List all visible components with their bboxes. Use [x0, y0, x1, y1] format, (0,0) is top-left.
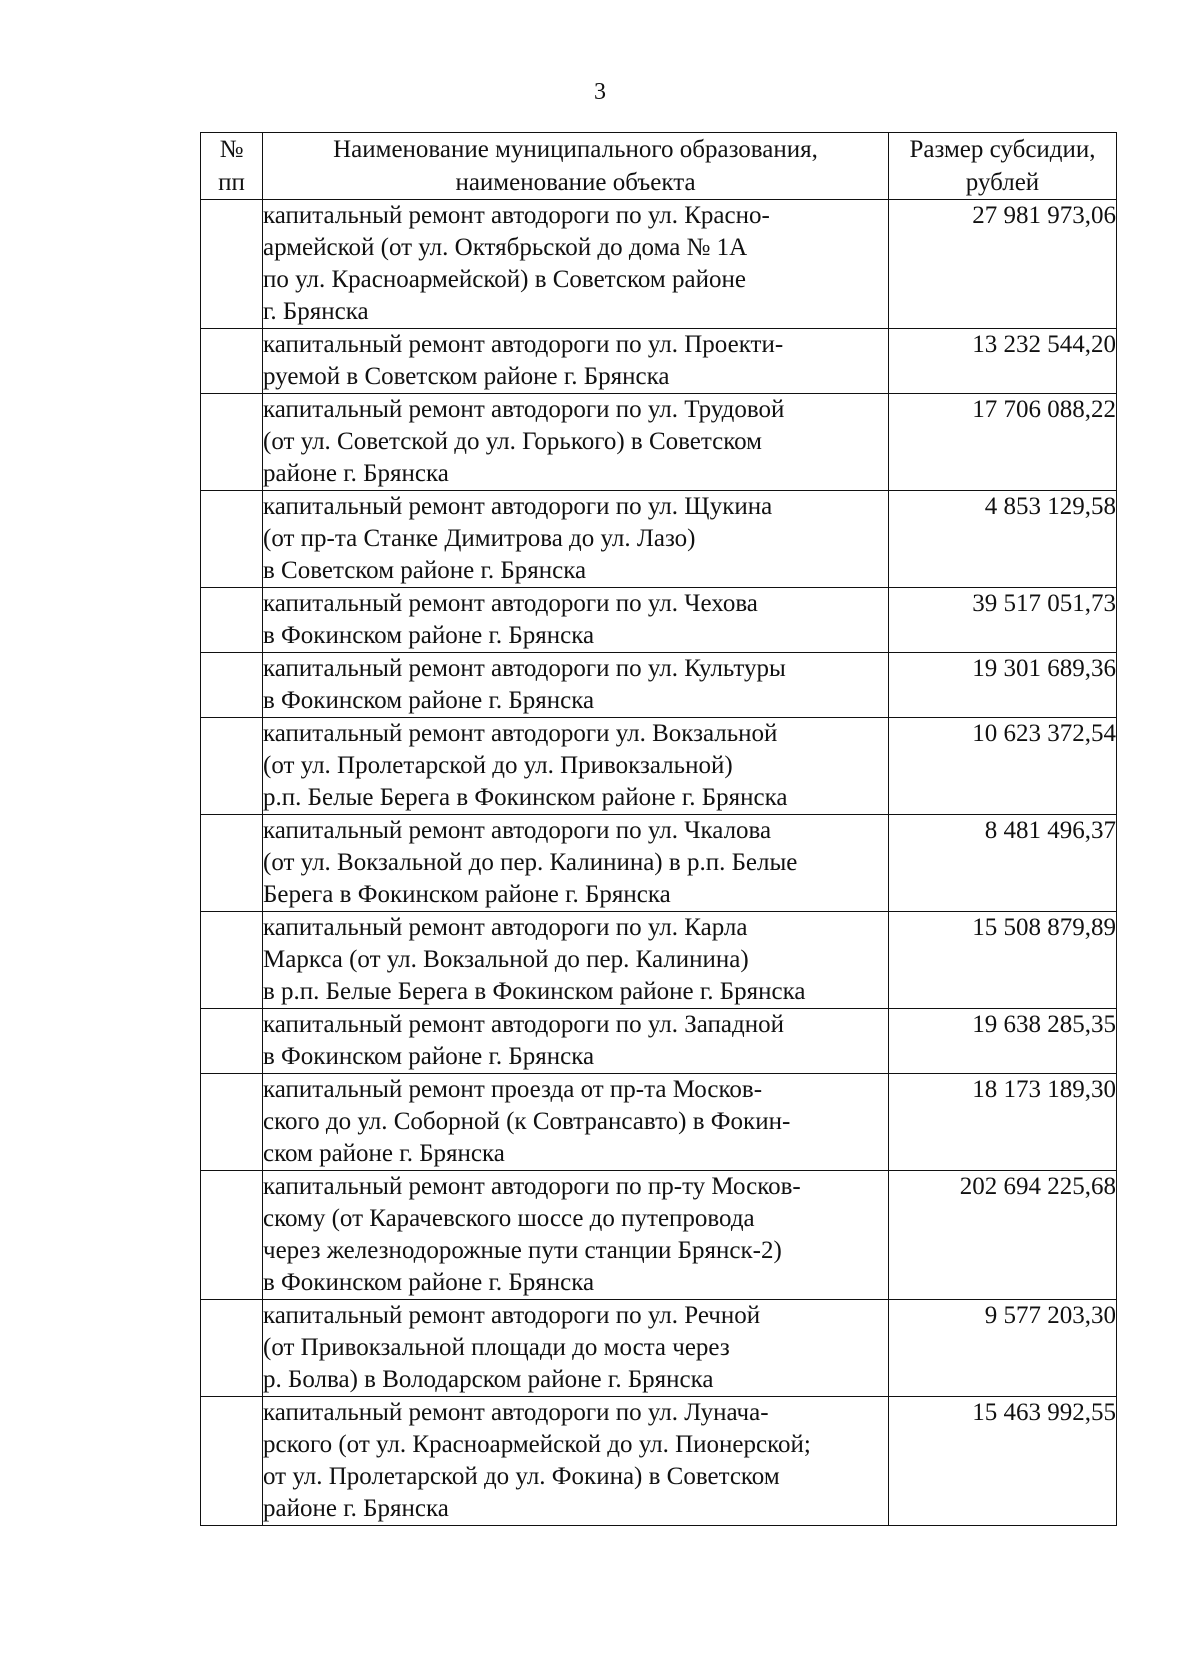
object-name-line: капитальный ремонт автодороги по ул. Лунача-	[263, 1399, 769, 1426]
object-name-line: капитальный ремонт проезда от пр-та Москов-	[263, 1076, 763, 1103]
row-number-cell	[201, 912, 263, 1009]
object-name-cell	[263, 815, 889, 912]
header-name-line: Наименование муниципального образования,	[333, 136, 818, 163]
object-name-line: капитальный ремонт автодороги по ул. Культуры	[263, 655, 786, 682]
object-name-cell	[263, 653, 889, 718]
table-row	[201, 394, 1117, 491]
object-name-line: районе г. Брянска	[263, 1495, 449, 1522]
table-row	[201, 1171, 1117, 1300]
object-name-cell	[263, 1300, 889, 1397]
object-name-line: (от Привокзальной площади до моста через	[263, 1334, 730, 1361]
header-name-line: наименование объекта	[455, 169, 696, 196]
table-row	[201, 1009, 1117, 1074]
object-name-line: капитальный ремонт автодороги по ул. Щукина	[263, 493, 773, 520]
header-number-line: пп	[218, 169, 245, 196]
subsidy-amount-cell: 18 173 189,30	[889, 1074, 1117, 1171]
object-name-line: (от ул. Пролетарской до ул. Привокзальной)	[263, 752, 733, 779]
object-name-line: капитальный ремонт автодороги по ул. Чкалова	[263, 817, 772, 844]
object-name-line: капитальный ремонт автодороги по ул. Проекти-	[263, 331, 784, 358]
subsidy-amount-cell: 15 508 879,89	[889, 912, 1117, 1009]
table-body	[201, 200, 1117, 1526]
object-name-line: в р.п. Белые Берега в Фокинском районе г. Брянска	[263, 978, 806, 1005]
header-name	[263, 133, 889, 200]
object-name-line: капитальный ремонт автодороги по ул. Речной	[263, 1302, 761, 1329]
object-name-cell	[263, 329, 889, 394]
row-number-cell	[201, 394, 263, 491]
object-name-line: капитальный ремонт автодороги по ул. Чехова	[263, 590, 758, 617]
object-name-line: Берега в Фокинском районе г. Брянска	[263, 881, 671, 908]
object-name-line: по ул. Красноармейской) в Советском районе	[263, 266, 746, 293]
header-number-line: №	[219, 136, 244, 163]
table-row	[201, 912, 1117, 1009]
object-name-cell	[263, 1074, 889, 1171]
header-amount-line: рублей	[965, 169, 1040, 196]
row-number-cell	[201, 1074, 263, 1171]
object-name-line: (от ул. Вокзальной до пер. Калинина) в р.п. Белые	[263, 849, 798, 876]
subsidy-amount-cell: 4 853 129,58	[889, 491, 1117, 588]
subsidy-amount-cell: 10 623 372,54	[889, 718, 1117, 815]
object-name-line: армейской (от ул. Октябрьской до дома № 1А	[263, 234, 748, 261]
object-name-cell	[263, 588, 889, 653]
row-number-cell	[201, 329, 263, 394]
object-name-line: капитальный ремонт автодороги ул. Вокзальной	[263, 720, 778, 747]
object-name-cell	[263, 912, 889, 1009]
table-row	[201, 718, 1117, 815]
object-name-line: руемой в Советском районе г. Брянска	[263, 363, 670, 390]
object-name-line: в Фокинском районе г. Брянска	[263, 1269, 595, 1296]
object-name-line: р. Болва) в Володарском районе г. Брянска	[263, 1366, 714, 1393]
subsidy-amount-cell: 19 301 689,36	[889, 653, 1117, 718]
row-number-cell	[201, 200, 263, 329]
object-name-cell	[263, 394, 889, 491]
row-number-cell	[201, 815, 263, 912]
table-row	[201, 491, 1117, 588]
row-number-cell	[201, 653, 263, 718]
row-number-cell	[201, 1171, 263, 1300]
object-name-cell	[263, 718, 889, 815]
subsidy-amount-cell: 39 517 051,73	[889, 588, 1117, 653]
subsidy-amount-cell: 8 481 496,37	[889, 815, 1117, 912]
object-name-line: (от пр-та Станке Димитрова до ул. Лазо)	[263, 525, 696, 552]
object-name-line: через железнодорожные пути станции Брянск-2)	[263, 1237, 782, 1264]
subsidy-amount-cell: 19 638 285,35	[889, 1009, 1117, 1074]
table-row	[201, 1074, 1117, 1171]
header-amount-line: Размер субсидии,	[909, 136, 1096, 163]
object-name-line: скому (от Карачевского шоссе до путепровода	[263, 1205, 755, 1232]
object-name-cell	[263, 491, 889, 588]
object-name-cell	[263, 200, 889, 329]
row-number-cell	[201, 588, 263, 653]
object-name-line: капитальный ремонт автодороги по ул. Красно-	[263, 202, 770, 229]
subsidy-amount-cell: 13 232 544,20	[889, 329, 1117, 394]
object-name-line: в Советском районе г. Брянска	[263, 557, 587, 584]
header-amount	[889, 133, 1117, 200]
table-row	[201, 588, 1117, 653]
subsidy-amount-cell: 9 577 203,30	[889, 1300, 1117, 1397]
object-name-line: г. Брянска	[263, 298, 369, 325]
object-name-cell	[263, 1397, 889, 1526]
subsidy-amount-cell: 27 981 973,06	[889, 200, 1117, 329]
object-name-cell	[263, 1009, 889, 1074]
object-name-line: капитальный ремонт автодороги по ул. Карла	[263, 914, 748, 941]
subsidy-amount-cell: 15 463 992,55	[889, 1397, 1117, 1526]
object-name-line: р.п. Белые Берега в Фокинском районе г. Брянска	[263, 784, 788, 811]
object-name-line: в Фокинском районе г. Брянска	[263, 622, 595, 649]
table-header-row	[201, 133, 1117, 200]
object-name-line: районе г. Брянска	[263, 460, 449, 487]
row-number-cell	[201, 718, 263, 815]
table-row	[201, 329, 1117, 394]
object-name-line: Маркса (от ул. Вокзальной до пер. Калинина)	[263, 946, 749, 973]
object-name-line: ского до ул. Соборной (к Совтрансавто) в Фокин-	[263, 1108, 791, 1135]
page-number: 3	[594, 79, 606, 105]
table-row	[201, 1397, 1117, 1526]
table-row	[201, 653, 1117, 718]
object-name-line: ском районе г. Брянска	[263, 1140, 505, 1167]
table-row	[201, 1300, 1117, 1397]
object-name-line: в Фокинском районе г. Брянска	[263, 1043, 595, 1070]
row-number-cell	[201, 1009, 263, 1074]
object-name-line: от ул. Пролетарской до ул. Фокина) в Советском	[263, 1463, 780, 1490]
table-row	[201, 815, 1117, 912]
object-name-line: рского (от ул. Красноармейской до ул. Пионерской;	[263, 1431, 811, 1458]
object-name-cell	[263, 1171, 889, 1300]
subsidy-table	[200, 132, 1117, 1526]
object-name-line: капитальный ремонт автодороги по ул. Трудовой	[263, 396, 785, 423]
header-number	[201, 133, 263, 200]
row-number-cell	[201, 1300, 263, 1397]
object-name-line: (от ул. Советской до ул. Горького) в Советском	[263, 428, 762, 455]
object-name-line: в Фокинском районе г. Брянска	[263, 687, 595, 714]
row-number-cell	[201, 1397, 263, 1526]
object-name-line: капитальный ремонт автодороги по ул. Западной	[263, 1011, 784, 1038]
object-name-line: капитальный ремонт автодороги по пр-ту Москов-	[263, 1173, 801, 1200]
table-row	[201, 200, 1117, 329]
subsidy-amount-cell: 202 694 225,68	[889, 1171, 1117, 1300]
subsidy-amount-cell: 17 706 088,22	[889, 394, 1117, 491]
row-number-cell	[201, 491, 263, 588]
